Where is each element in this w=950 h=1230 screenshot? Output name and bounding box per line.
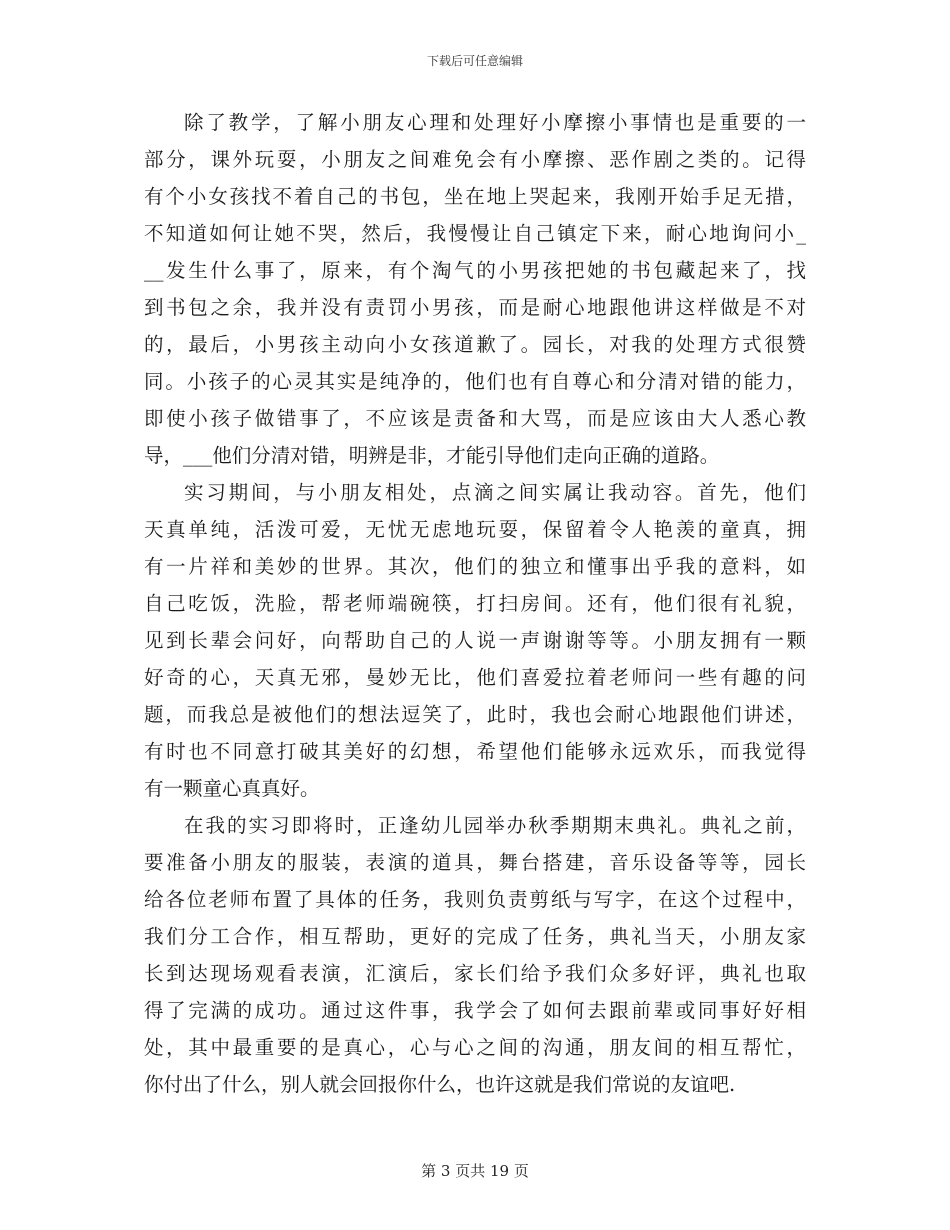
text-line: 有一颗童心真真好。 <box>144 777 320 800</box>
paragraph-2 <box>144 474 806 807</box>
text-line: __发生什么事了，原来，有个淘气的小男孩把她的书包藏起来了，找 <box>144 259 806 282</box>
text-line: 我们分工合作，相互帮助，更好的完成了任务，典礼当天，小朋友家 <box>144 925 806 948</box>
page-footer: 第 3 页共 19 页 <box>421 1162 529 1180</box>
text-line: 到书包之余，我并没有责罚小男孩，而是耐心地跟他讲这样做是不对 <box>144 296 806 319</box>
text-line: 见到长辈会问好，向帮助自己的人说一声谢谢等等。小朋友拥有一颗 <box>144 629 806 652</box>
paragraph-1 <box>144 104 806 474</box>
page-header: 下载后可任意编辑 <box>426 54 523 68</box>
text-line: 即使小孩子做错事了，不应该是责备和大骂，而是应该由大人悉心教 <box>144 407 806 430</box>
paragraph-3 <box>144 807 806 1103</box>
text-line: 天真单纯，活泼可爱，无忧无虑地玩耍，保留着令人艳羡的童真，拥 <box>144 518 806 541</box>
text-line: 你付出了什么，别人就会回报你什么，也许这就是我们常说的友谊吧. <box>144 1073 736 1096</box>
text-line: 有一片祥和美妙的世界。其次，他们的独立和懂事出乎我的意料，如 <box>144 555 806 578</box>
text-line: 长到达现场观看表演，汇演后，家长们给予我们众多好评，典礼也取 <box>144 962 806 985</box>
text-line: 除了教学，了解小朋友心理和处理好小摩擦小事情也是重要的一 <box>184 111 806 134</box>
text-line: 有个小女孩找不着自己的书包，坐在地上哭起来，我刚开始手足无措， <box>144 185 806 208</box>
text-line: 同。小孩子的心灵其实是纯净的，他们也有自尊心和分清对错的能力， <box>144 370 806 393</box>
text-line: 要准备小朋友的服装，表演的道具，舞台搭建，音乐设备等等，园长 <box>144 851 806 874</box>
text-line: 好奇的心，天真无邪，曼妙无比，他们喜爱拉着老师问一些有趣的问 <box>144 666 806 689</box>
text-line: 导，___他们分清对错，明辨是非，才能引导他们走向正确的道路。 <box>144 444 720 467</box>
text-line: 实习期间，与小朋友相处，点滴之间实属让我动容。首先，他们 <box>184 481 806 504</box>
text-line: 处，其中最重要的是真心，心与心之间的沟通，朋友间的相互帮忙， <box>144 1036 806 1059</box>
text-line: 题，而我总是被他们的想法逗笑了，此时，我也会耐心地跟他们讲述， <box>144 703 806 726</box>
text-line: 在我的实习即将时，正逢幼儿园举办秋季期期末典礼。典礼之前， <box>184 814 806 837</box>
text-line: 有时也不同意打破其美好的幻想，希望他们能够永远欢乐，而我觉得 <box>144 740 806 763</box>
document-body <box>144 104 806 1103</box>
text-line: 自己吃饭，洗脸，帮老师端碗筷，打扫房间。还有，他们很有礼貌， <box>144 592 806 615</box>
text-line: 给各位老师布置了具体的任务，我则负责剪纸与写字，在这个过程中， <box>144 888 806 911</box>
text-line: 部分，课外玩耍，小朋友之间难免会有小摩擦、恶作剧之类的。记得 <box>144 148 806 171</box>
text-line: 不知道如何让她不哭，然后，我慢慢让自己镇定下来，耐心地询问小_ <box>144 222 806 245</box>
text-line: 的，最后，小男孩主动向小女孩道歉了。园长，对我的处理方式很赞 <box>144 333 806 356</box>
text-line: 得了完满的成功。通过这件事，我学会了如何去跟前辈或同事好好相 <box>144 999 806 1022</box>
